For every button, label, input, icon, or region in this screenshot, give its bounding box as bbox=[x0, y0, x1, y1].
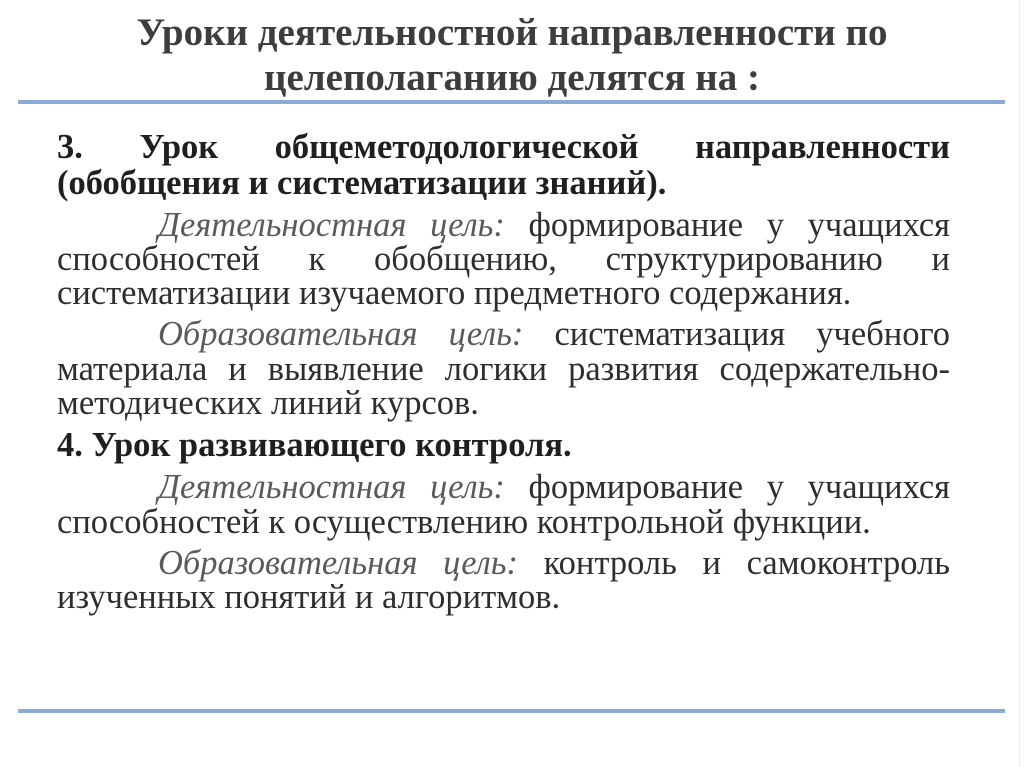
goal-line: способностей к обобщению, структурированию и bbox=[57, 239, 950, 278]
goal-line: методических линий курсов. bbox=[57, 383, 479, 422]
goal-text: формирование у учащихся bbox=[528, 468, 951, 507]
goal-paragraph bbox=[57, 468, 951, 541]
goal-text: формирование у учащихся bbox=[528, 205, 951, 244]
goal-paragraph bbox=[57, 205, 951, 313]
goal-line: систематизации изучаемого предметного содержания. bbox=[57, 274, 852, 313]
goal-line bbox=[57, 205, 951, 244]
goal-line bbox=[57, 544, 950, 583]
lesson-heading bbox=[57, 427, 950, 463]
goal-paragraph bbox=[57, 544, 950, 617]
slide-edge bbox=[1019, 0, 1020, 767]
bottom-divider bbox=[18, 709, 1005, 713]
goal-label: Образовательная цель: bbox=[158, 315, 524, 354]
slide-title-line: целеполаганию делятся на : bbox=[263, 56, 761, 99]
goal-line: способностей к осуществлению контрольной функции. bbox=[57, 502, 871, 541]
slide-title bbox=[0, 10, 1024, 100]
slide-title-line: Уроки деятельностной направленности по bbox=[136, 11, 888, 54]
goal-text: контроль и самоконтроль bbox=[543, 544, 950, 583]
goal-label: Образовательная цель: bbox=[158, 544, 518, 583]
goal-label: Деятельностная цель: bbox=[158, 468, 505, 507]
goal-label: Деятельностная цель: bbox=[158, 205, 505, 244]
top-divider bbox=[18, 100, 1005, 104]
heading-line: 3. Урок общеметодологической направленности bbox=[57, 127, 950, 166]
slide-body bbox=[57, 129, 950, 615]
goal-paragraph bbox=[57, 317, 950, 420]
heading-line: (обобщения и систематизации знаний). bbox=[57, 163, 667, 202]
lesson-heading bbox=[57, 129, 950, 201]
goal-line: материала и выявление логики развития содержательно- bbox=[57, 349, 950, 388]
goal-line bbox=[57, 468, 951, 507]
goal-line bbox=[57, 315, 951, 354]
goal-text: систематизация учебного bbox=[554, 315, 951, 354]
heading-line: 4. Урок развивающего контроля. bbox=[57, 426, 572, 465]
goal-line: изученных понятий и алгоритмов. bbox=[57, 578, 561, 617]
